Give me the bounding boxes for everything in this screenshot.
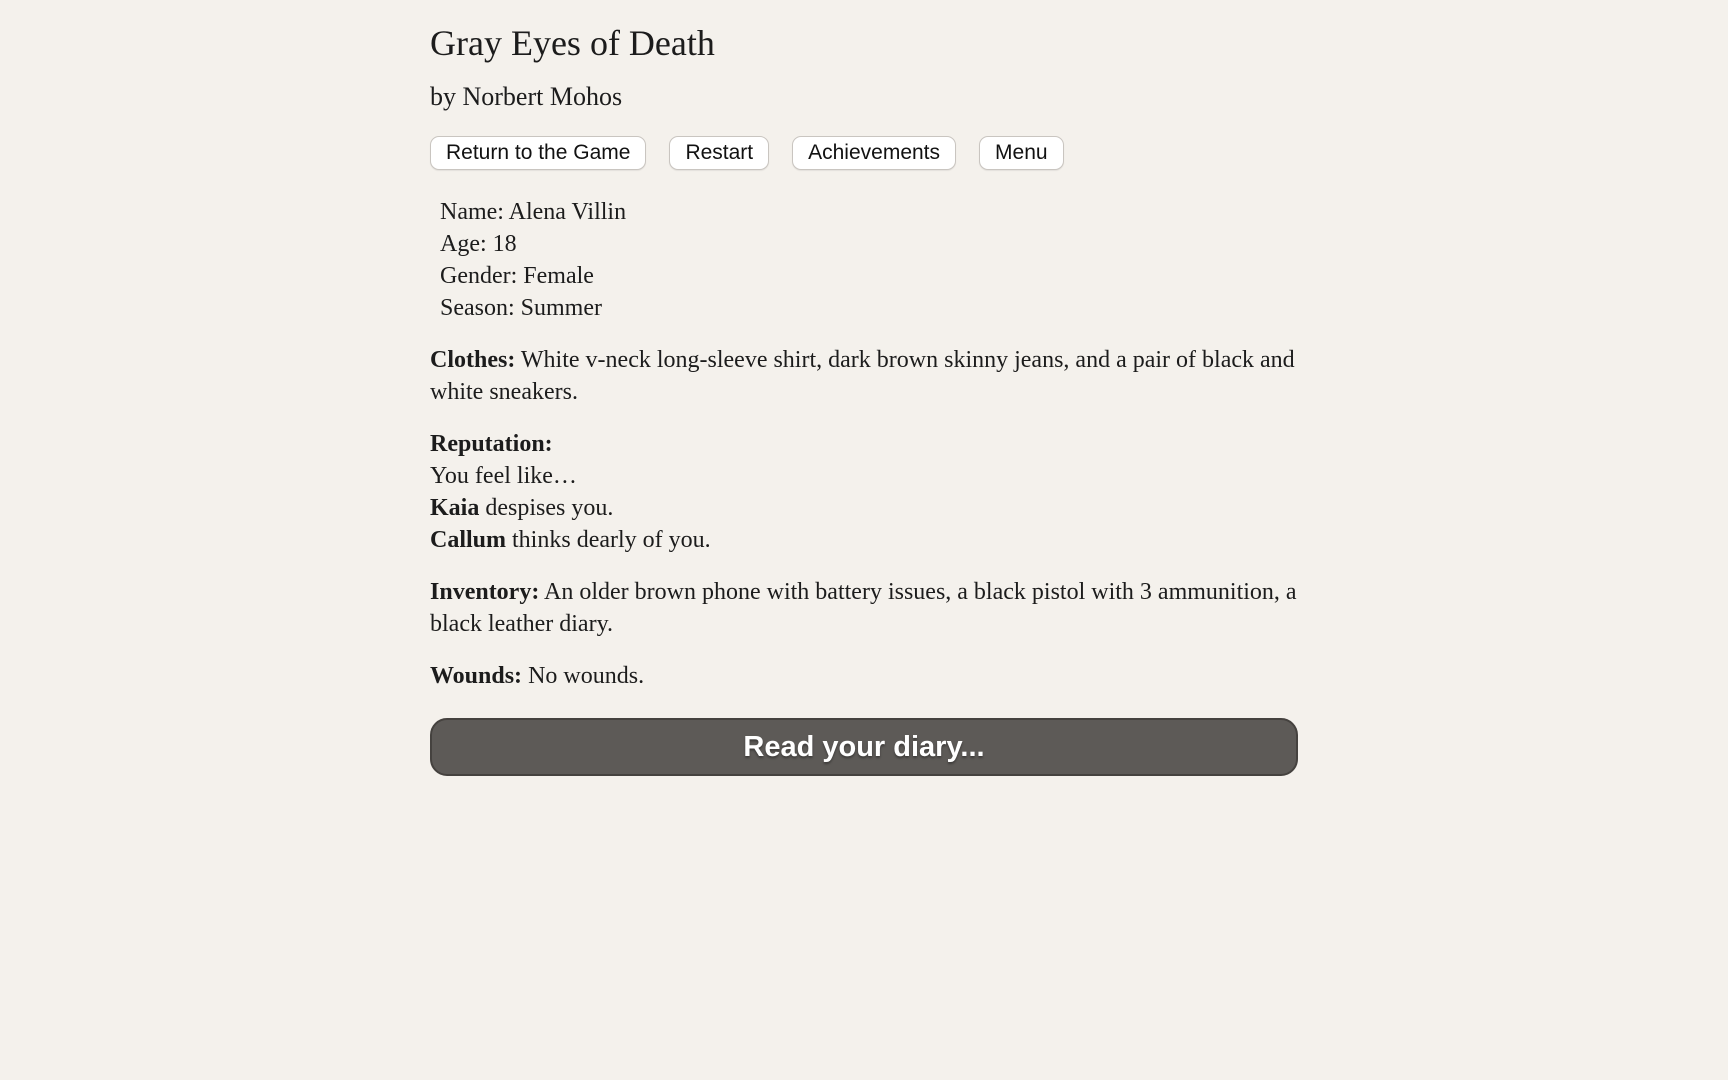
reputation-intro: You feel like… — [430, 463, 577, 490]
page-byline: by Norbert Mohos — [430, 82, 623, 112]
restart-button[interactable]: Restart — [669, 136, 769, 170]
read-diary-button[interactable]: Read your diary... — [430, 718, 1298, 776]
page-title: Gray Eyes of Death — [430, 23, 715, 63]
inventory-label: Inventory: — [430, 579, 540, 606]
clothes-paragraph — [430, 344, 1298, 408]
passage — [430, 0, 1298, 776]
clothes-label: Clothes: — [430, 347, 516, 374]
character-season-line: Season: Summer — [440, 295, 602, 322]
character-age-line: Age: 18 — [440, 231, 517, 258]
reputation-callum-name: Callum — [430, 527, 507, 554]
inventory-text: An older brown phone with battery issues, a black pistol with 3 ammunition, a black leather diary. — [430, 579, 1297, 638]
achievements-button[interactable]: Achievements — [792, 136, 956, 170]
nav-bar — [430, 136, 1298, 170]
reputation-callum-text: thinks dearly of you. — [512, 527, 711, 554]
character-info — [430, 196, 1298, 324]
reputation-paragraph — [430, 428, 1298, 556]
return-to-game-button[interactable]: Return to the Game — [430, 136, 646, 170]
menu-button[interactable]: Menu — [979, 136, 1064, 170]
reputation-kaia-text: despises you. — [485, 495, 614, 522]
character-gender-line: Gender: Female — [440, 263, 594, 290]
reputation-kaia-name: Kaia — [430, 495, 480, 522]
wounds-paragraph — [430, 660, 1298, 692]
reputation-label: Reputation: — [430, 431, 553, 458]
character-name-line: Name: Alena Villin — [440, 199, 627, 226]
wounds-label: Wounds: — [430, 663, 523, 690]
wounds-text: No wounds. — [528, 663, 645, 690]
clothes-text: White v-neck long-sleeve shirt, dark brown skinny jeans, and a pair of black and white sneakers. — [430, 347, 1295, 406]
inventory-paragraph — [430, 576, 1298, 640]
